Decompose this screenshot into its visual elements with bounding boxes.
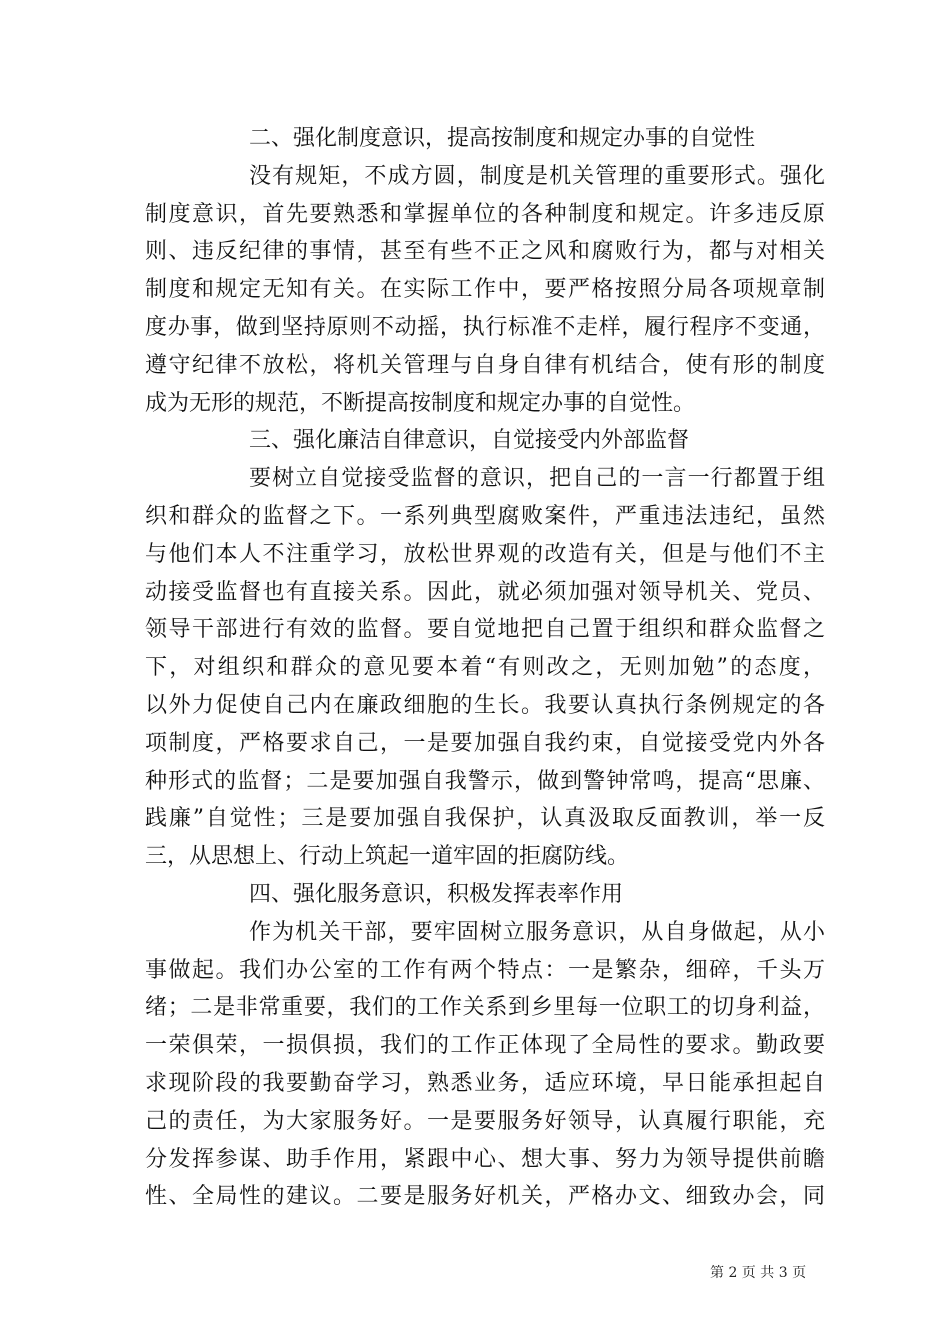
paragraph-line: 遵守纪律不放松，将机关管理与自身自律有机结合，使有形的制度 [145, 352, 825, 378]
paragraph-line: 求现阶段的我要勤奋学习，熟悉业务，适应环境，早日能承担起自 [145, 1070, 825, 1096]
paragraph-line: 没有规矩，不成方圆，制度是机关管理的重要形式。强化 [249, 163, 825, 189]
paragraph-line: 一荣俱荣，一损俱损，我们的工作正体现了全局性的要求。勤政要 [145, 1033, 825, 1059]
paragraph-line: 事做起。我们办公室的工作有两个特点：一是繁杂，细碎，千头万 [145, 957, 825, 983]
section-heading-4: 四、强化服务意识，积极发挥表率作用 [249, 881, 624, 907]
paragraph-line: 要树立自觉接受监督的意识，把自己的一言一行都置于组 [249, 466, 825, 492]
paragraph-line: 下，对组织和群众的意见要本着“有则改之，无则加勉”的态度， [145, 655, 825, 681]
section-heading-2: 二、强化制度意识，提高按制度和规定办事的自觉性 [249, 126, 756, 151]
paragraph-line: 以外力促使自己内在廉政细胞的生长。我要认真执行条例规定的各 [145, 692, 825, 718]
section-heading-3: 三、强化廉洁自律意识，自觉接受内外部监督 [249, 428, 690, 454]
paragraph-line: 成为无形的规范，不断提高按制度和规定办事的自觉性。 [145, 390, 696, 416]
paragraph-line: 作为机关干部，要牢固树立服务意识，从自身做起，从小 [249, 919, 825, 945]
paragraph-line: 三，从思想上、行动上筑起一道牢固的拒腐防线。 [145, 844, 630, 870]
paragraph-line: 绪；二是非常重要，我们的工作关系到乡里每一位职工的切身利益， [145, 995, 825, 1021]
paragraph-line: 分发挥参谋、助手作用，紧跟中心、想大事、努力为领导提供前瞻 [145, 1146, 825, 1172]
paragraph-line: 己的责任，为大家服务好。一是要服务好领导，认真履行职能，充 [145, 1108, 825, 1134]
paragraph-line: 种形式的监督；二是要加强自我警示，做到警钟常鸣，提高“思廉、 [145, 768, 825, 794]
paragraph-line: 领导干部进行有效的监督。要自觉地把自己置于组织和群众监督之 [145, 617, 825, 643]
paragraph-line: 项制度，严格要求自己，一是要加强自我约束，自觉接受党内外各 [145, 730, 825, 756]
paragraph-line: 则、违反纪律的事情，甚至有些不正之风和腐败行为，都与对相关 [145, 239, 825, 265]
paragraph-line: 与他们本人不注重学习，放松世界观的改造有关，但是与他们不主 [145, 541, 825, 567]
paragraph-line: 践廉”自觉性；三是要加强自我保护，认真汲取反面教训，举一反 [145, 806, 825, 832]
paragraph-line: 动接受监督也有直接关系。因此，就必须加强对领导机关、党员、 [145, 579, 825, 605]
paragraph-line: 制度和规定无知有关。在实际工作中，要严格按照分局各项规章制 [145, 277, 825, 303]
paragraph-line: 制度意识，首先要熟悉和掌握单位的各种制度和规定。许多违反原 [145, 201, 825, 227]
paragraph-line: 织和群众的监督之下。一系列典型腐败案件，严重违法违纪，虽然 [145, 503, 825, 529]
paragraph-line: 度办事，做到坚持原则不动摇，执行标准不走样，履行程序不变通， [145, 314, 825, 340]
paragraph-line: 性、全局性的建议。二要是服务好机关，严格办文、细致办会，同 [145, 1184, 825, 1210]
page-number: 第 2 页 共 3 页 [710, 1265, 807, 1281]
document-body [145, 120, 825, 1216]
